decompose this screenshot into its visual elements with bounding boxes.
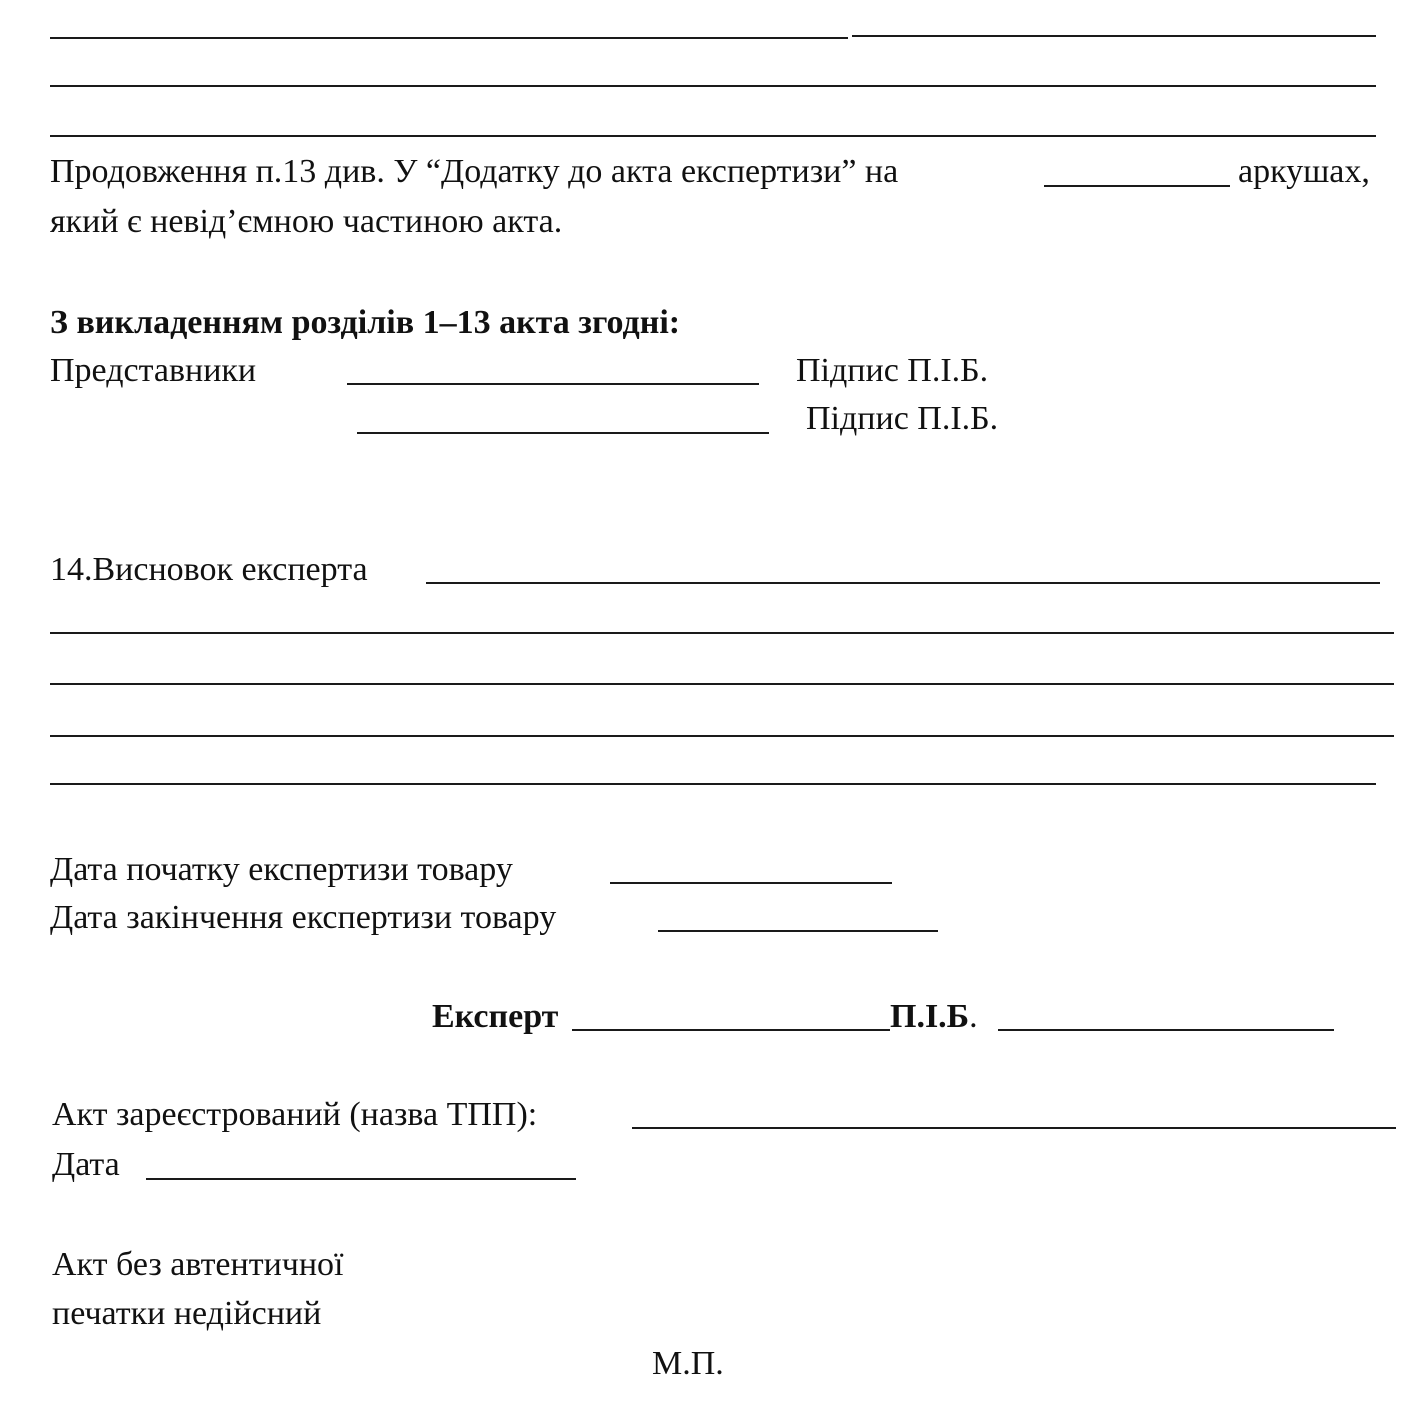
end-date-label: Дата закінчення експертизи товару <box>50 899 557 936</box>
registration-date-line <box>146 1178 576 1180</box>
sheets-word: аркушах, <box>1238 153 1370 190</box>
expert-name-line <box>998 1029 1334 1031</box>
sheets-count-blank <box>1044 185 1230 187</box>
expert-name-label-text: П.І.Б <box>890 998 970 1035</box>
signature-label-2: Підпис П.І.Б. <box>806 400 999 437</box>
start-date-label: Дата початку експертизи товару <box>50 851 513 888</box>
continuation-text-2: який є невід’ємною частиною акта. <box>50 203 563 240</box>
expert-signature-line <box>572 1029 890 1031</box>
expert-label: Експерт <box>432 998 559 1035</box>
expert-name-label-period: . <box>969 998 978 1035</box>
validity-note-line-1: Акт без автентичної <box>52 1246 344 1283</box>
conclusion-line-3 <box>50 683 1394 685</box>
conclusion-label: 14.Висновок експерта <box>50 551 368 588</box>
registration-date-label: Дата <box>52 1146 120 1183</box>
representative-signature-line-2 <box>357 432 769 434</box>
blank-line-top-1b <box>852 35 1376 37</box>
registration-line <box>632 1127 1396 1129</box>
conclusion-line-4 <box>50 735 1394 737</box>
representative-signature-line-1 <box>347 383 759 385</box>
signature-label-1: Підпис П.І.Б. <box>796 352 989 389</box>
representatives-label: Представники <box>50 352 257 389</box>
blank-line-top-2 <box>50 85 1376 87</box>
agreement-heading: З викладенням розділів 1–13 акта згодні: <box>50 304 681 341</box>
end-date-line <box>658 930 938 932</box>
expert-name-label <box>890 997 978 1037</box>
stamp-place-label: М.П. <box>652 1345 724 1382</box>
validity-note-line-2: печатки недійсний <box>52 1295 322 1332</box>
start-date-line <box>610 882 892 884</box>
conclusion-line-5 <box>50 783 1376 785</box>
conclusion-line-2 <box>50 632 1394 634</box>
continuation-text: Продовження п.13 див. У “Додатку до акта експертизи” на <box>50 153 899 190</box>
blank-line-top-1a <box>50 37 848 39</box>
blank-line-top-3 <box>50 135 1376 137</box>
registration-label: Акт зареєстрований (назва ТПП): <box>52 1096 538 1133</box>
conclusion-line-1 <box>426 582 1380 584</box>
